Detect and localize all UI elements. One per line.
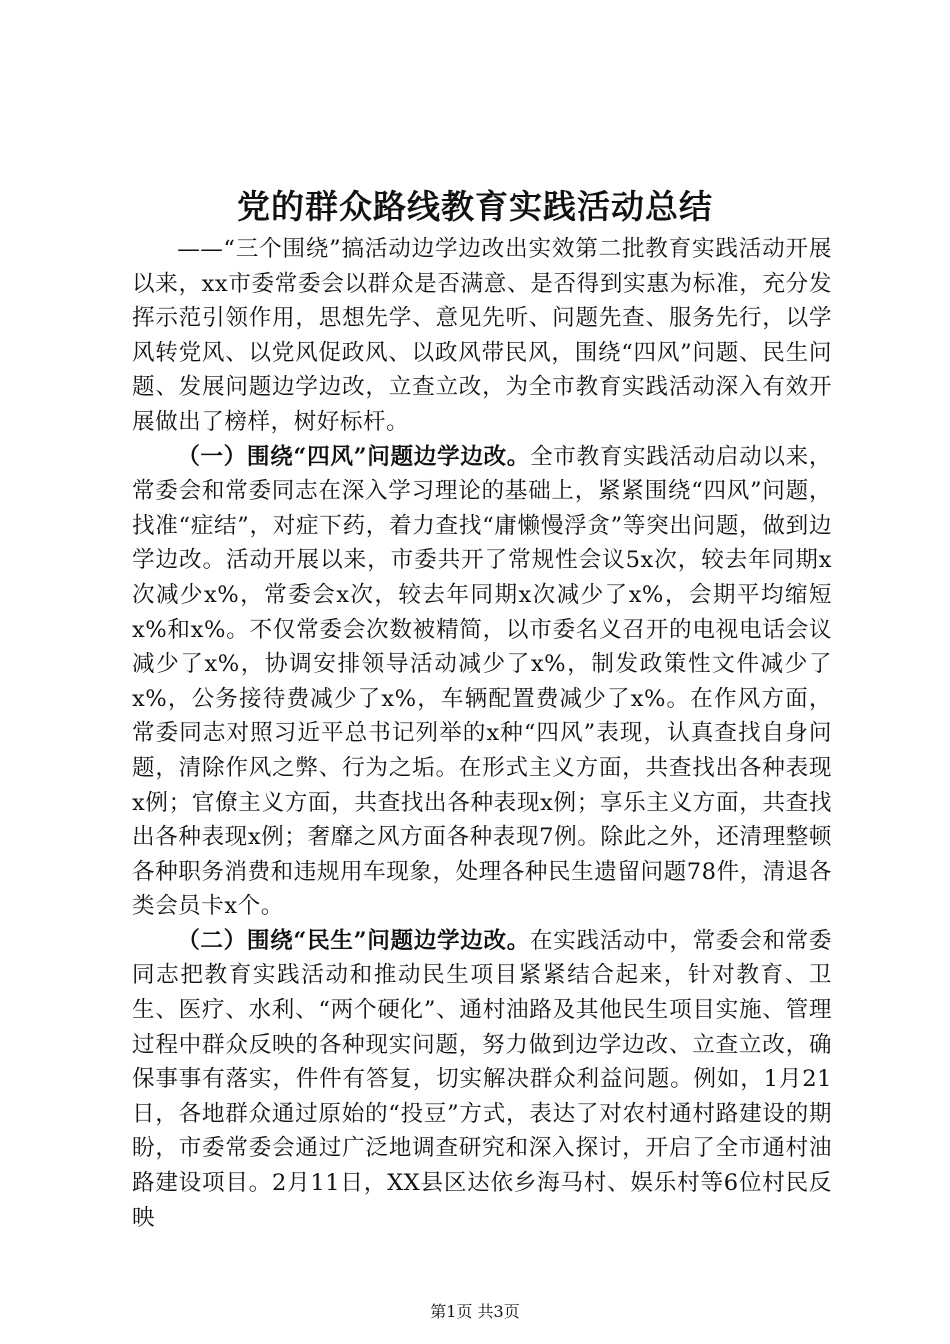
paragraph-text: ——“三个围绕”搞活动边学边改出实效第二批教育实践活动开展以来，xx市委常委会以群众是否满意、是否得到实惠为标准，充分发挥示范引领作用，思想先学、意见先听、问题先查、服务先行，以学风转党风、以党风促政风、以政风带民风，围绕“四风”问题、民生问题、发展问题边学边改，立查立改，为全市教育实践活动深入有效开展做出了榜样，树好标杆。 [132,236,832,435]
document-body [132,232,832,1235]
page-footer: 第1页 共3页 [430,1302,520,1321]
paragraph-text: 全市教育实践活动启动以来，常委会和常委同志在深入学习理论的基础上，紧紧围绕“四风”问题，找准“症结”，对症下药，着力查找“庸懒慢浮贪”等突出问题，做到边学边改。活动开展以来，市委共开了常规性会议5x次，较去年同期x次减少x%，常委会x次，较去年同期x次减少了x%，会期平均缩短x%和x%。不仅常委会次数被精简，以市委名义召开的电视电话会议减少了x%，协调安排领导活动减少了x%，制发政策性文件减少了x%，公务接待费减少了x%，车辆配置费减少了x%。在作风方面，常委同志对照习近平总书记列举的x种“四风”表现，认真查找自身问题，清除作风之弊、行为之垢。在形式主义方面，共查找出各种表现x例；官僚主义方面，共查找出各种表现x例；享乐主义方面，共查找出各种表现x例；奢靡之风方面各种表现7例。除此之外，还清理整顿各种职务消费和违规用车现象，处理各种民生遗留问题78件，清退各类会员卡x个。 [132,443,833,920]
section-heading: （一）围绕“四风”问题边学边改。 [177,443,530,470]
section-heading: （二）围绕“民生”问题边学边改。 [177,927,530,954]
paragraph-text: 在实践活动中，常委会和常委同志把教育实践活动和推动民生项目紧紧结合起来，针对教育、卫生、医疗、水利、“两个硬化”、通村油路及其他民生项目实施、管理过程中群众反映的各种现实问题，努力做到边学边改、立查立改，确保事事有落实，件件有答复，切实解决群众利益问题。例如，1月21日，各地群众通过原始的“投豆”方式，表达了对农村通村路建设的期盼，市委常委会通过广泛地调查研究和深入探讨，开启了全市通村油路建设项目。2月11日，XX县区达依乡海马村、娱乐村等6位村民反映 [132,927,833,1231]
paragraph-section-2 [132,924,832,1235]
document-title: 党的群众路线教育实践活动总结 [237,187,713,226]
paragraph-intro [132,232,832,440]
paragraph-section-1 [132,440,832,924]
